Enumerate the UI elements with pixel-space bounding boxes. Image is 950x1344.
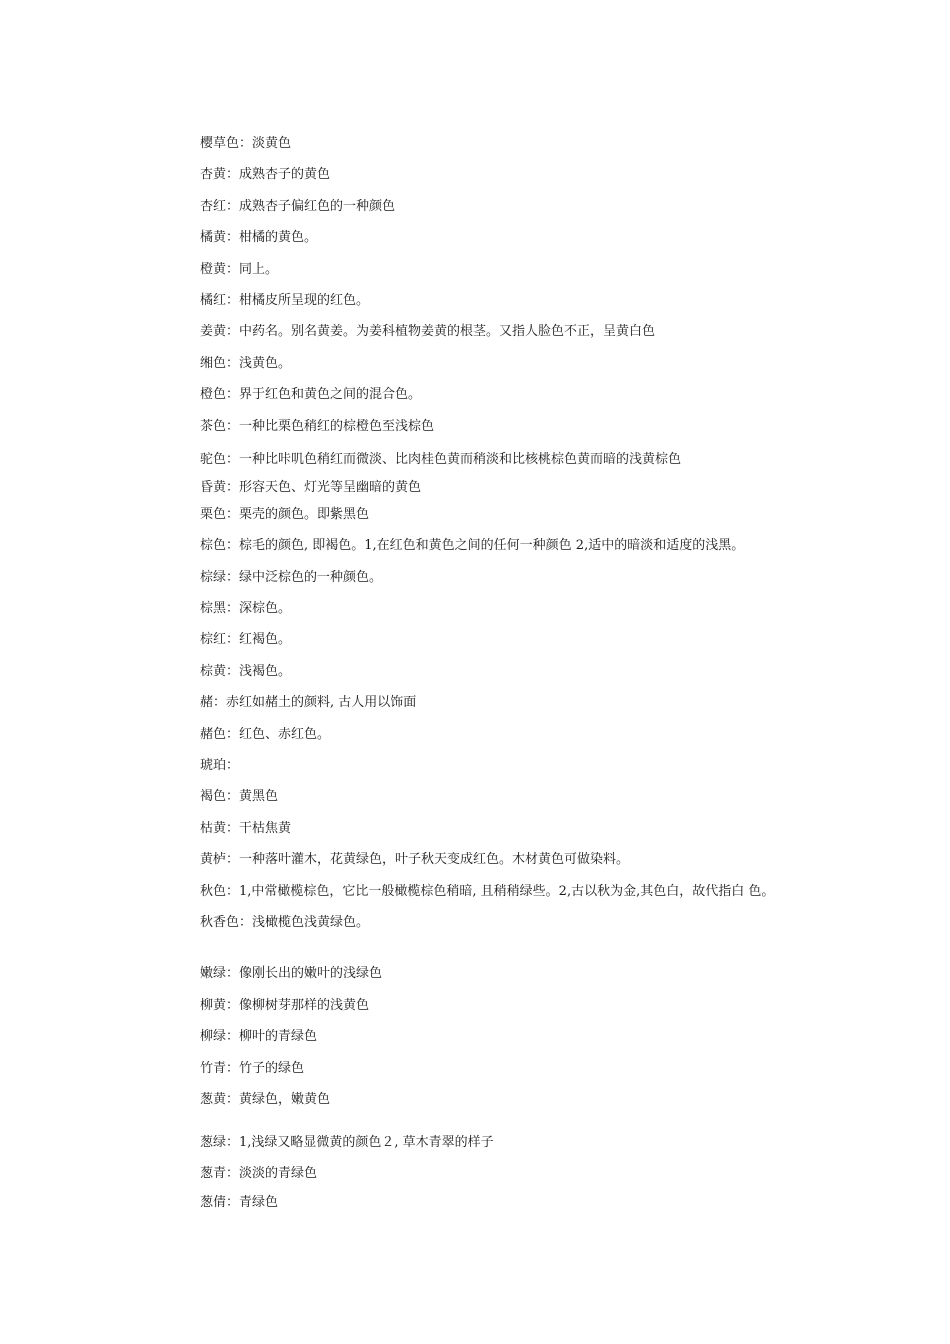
text-line: 棕黄：浅褐色。 bbox=[200, 664, 292, 679]
text-line: 秋香色：浅橄榄色浅黄绿色。 bbox=[200, 915, 370, 930]
text-line: 橙黄：同上。 bbox=[200, 262, 279, 277]
text-line: 褐色：黄黑色 bbox=[200, 789, 279, 804]
text-line: 橘红：柑橘皮所呈现的红色。 bbox=[200, 293, 370, 308]
text-line: 杏红：成熟杏子偏红色的一种颜色 bbox=[200, 199, 396, 214]
text-line: 黄栌：一种落叶灌木，花黄绿色，叶子秋天变成红色。木材黄色可做染料。 bbox=[200, 852, 630, 867]
text-line: 柳黄：像柳树芽那样的浅黄色 bbox=[200, 998, 370, 1013]
text-line: 葱黄：黄绿色，嫩黄色 bbox=[200, 1092, 331, 1107]
text-line: 栗色：栗壳的颜色。即紫黑色 bbox=[200, 507, 370, 522]
text-line: 棕红：红褐色。 bbox=[200, 632, 292, 647]
text-line: 驼色：一种比咔叽色稍红而微淡、比肉桂色黄而稍淡和比核桃棕色黄而暗的浅黄棕色 bbox=[200, 452, 682, 467]
text-line: 琥珀： bbox=[200, 758, 240, 773]
text-line: 秋色：1,中常橄榄棕色，它比一般橄榄棕色稍暗, 且稍稍绿些。2,古以秋为金,其色白，故代指白 色。 bbox=[200, 884, 775, 899]
text-line: 橘黄：柑橘的黄色。 bbox=[200, 230, 318, 245]
text-line: 葱青：淡淡的青绿色 bbox=[200, 1166, 318, 1181]
text-line: 棕色：棕毛的颜色, 即褐色。1,在红色和黄色之间的任何一种颜色 2,适中的暗淡和适度的浅黑。 bbox=[200, 538, 745, 553]
text-line: 杏黄：成熟杏子的黄色 bbox=[200, 167, 331, 182]
text-line: 昏黄：形容天色、灯光等呈幽暗的黄色 bbox=[200, 480, 422, 495]
text-line: 枯黄：干枯焦黄 bbox=[200, 821, 292, 836]
text-line: 赭：赤红如赭土的颜料, 古人用以饰面 bbox=[200, 695, 417, 710]
text-line: 橙色：界于红色和黄色之间的混合色。 bbox=[200, 387, 422, 402]
text-line: 赭色：红色、赤红色。 bbox=[200, 727, 331, 742]
text-line: 棕黑：深棕色。 bbox=[200, 601, 292, 616]
text-line: 竹青：竹子的绿色 bbox=[200, 1061, 305, 1076]
text-line: 缃色：浅黄色。 bbox=[200, 356, 292, 371]
text-line: 葱倩：青绿色 bbox=[200, 1195, 279, 1210]
text-line: 嫩绿：像刚长出的嫩叶的浅绿色 bbox=[200, 966, 383, 981]
text-line: 棕绿：绿中泛棕色的一种颜色。 bbox=[200, 570, 383, 585]
text-line: 葱绿：1,浅绿又略显微黄的颜色２, 草木青翠的样子 bbox=[200, 1135, 494, 1150]
text-line: 茶色：一种比栗色稍红的棕橙色至浅棕色 bbox=[200, 419, 435, 434]
text-line: 柳绿：柳叶的青绿色 bbox=[200, 1029, 318, 1044]
text-line: 樱草色：淡黄色 bbox=[200, 136, 292, 151]
text-line: 姜黄：中药名。别名黄姜。为姜科植物姜黄的根茎。又指人脸色不正，呈黄白色 bbox=[200, 324, 656, 339]
